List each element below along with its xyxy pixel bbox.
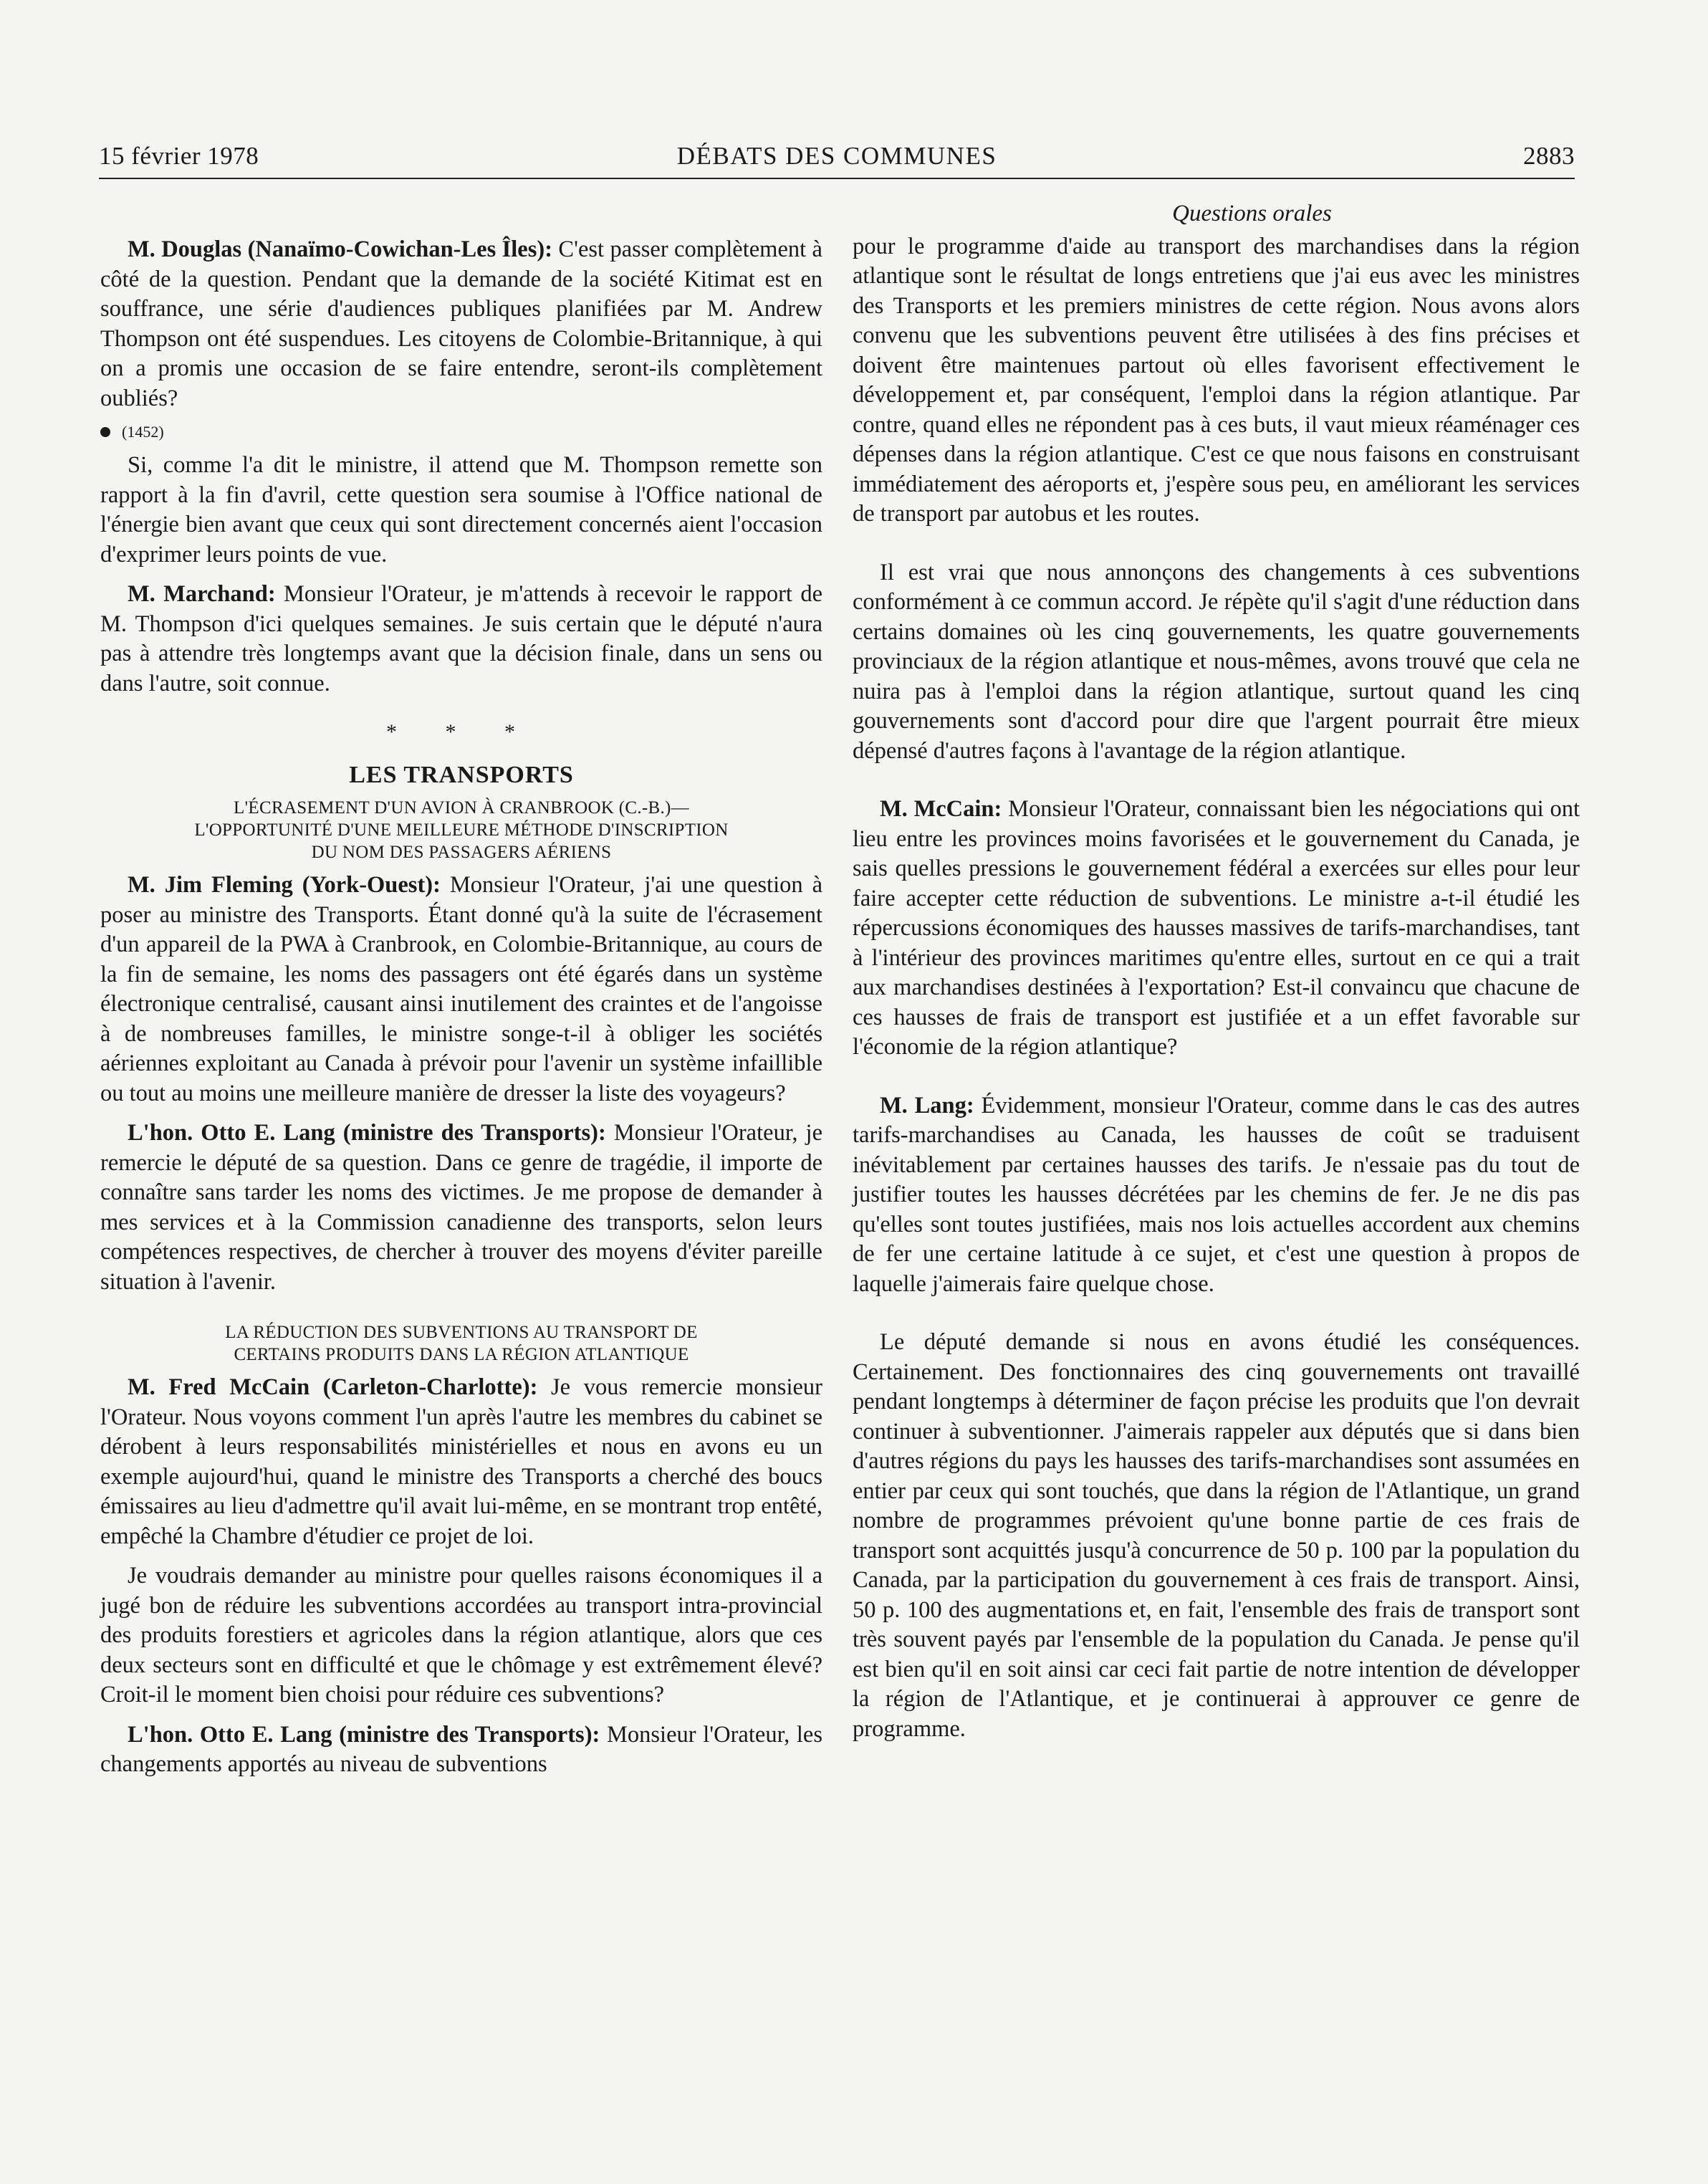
bullet-icon <box>100 427 110 437</box>
timestamp-marker <box>100 422 822 442</box>
paragraph-mccain <box>100 1373 822 1551</box>
speech-text: Monsieur l'Orateur, je m'attends à recevoir le rapport de M. Thompson d'ici quelques semaines. Je suis certain que le député n'aura pas à attendre très longtemps avant que la décision finale, dans un sens ou dans l'autre, soit connue. <box>100 581 822 696</box>
subheading-line: LA RÉDUCTION DES SUBVENTIONS AU TRANSPORT DE <box>225 1323 698 1342</box>
speaker-name: M. Jim Fleming (York-Ouest): <box>128 872 441 898</box>
page-header <box>99 142 1575 179</box>
speaker-name: M. McCain: <box>880 796 1002 822</box>
paragraph-lang-continued: pour le programme d'aide au transport des marchandises dans la région atlantique sont le résultat de longs entretiens que j'ai eus avec les ministres des Transports et les premiers ministres de cette région. Nous avons alors convenu que les subventions peuvent être utilisées à des fins précises et doivent être maintenues partout où elles favorisent effectivement le développement et, par conséquent, l'emploi dans la région atlantique. Par contre, quand elles ne répondent pas à ces buts, il vaut mieux réaménager ces dépenses dans la région atlantique. C'est ce que nous faisons en construisant immédiatement des aéroports et, j'espère sous peu, en améliorant les services de transport par autobus et les routes. <box>853 233 1580 527</box>
subheading-line: L'ÉCRASEMENT D'UN AVION À CRANBROOK (C.-B.)— <box>234 798 689 818</box>
speech-text: Évidemment, monsieur l'Orateur, comme dans le cas des autres tarifs-marchandises au Canada, les hausses de coût se traduisent inévitablement par certaines hausses des tarifs. Je n'essaie pas du tout de justifier toutes les hausses décrétées par les chemins de fer. Je ne dis pas qu'elles sont toutes justifiées, mais nos lois actuelles accordent aux chemins de fer une certaine latitude à ce sujet, et c'est une question à propos de laquelle j'aimerais faire quelque chose. <box>853 1092 1580 1297</box>
subheading-line: L'OPPORTUNITÉ D'UNE MEILLEURE MÉTHODE D'INSCRIPTION <box>194 820 729 840</box>
header-title: DÉBATS DES COMMUNES <box>676 142 997 170</box>
subheading-subventions <box>100 1321 822 1366</box>
subheading-line: CERTAINS PRODUITS DANS LA RÉGION ATLANTIQUE <box>234 1345 689 1364</box>
speaker-name: L'hon. Otto E. Lang (ministre des Transports): <box>128 1721 600 1748</box>
paragraph-mccain-followup <box>853 795 1580 1063</box>
paragraph-douglas-continued: Si, comme l'a dit le ministre, il attend que M. Thompson remette son rapport à la fin d'avril, cette question sera soumise à l'Office national de l'énergie bien avant que ceux qui sont directement concernés aient l'occasion d'exprimer leurs points de vue. <box>100 452 822 567</box>
speech-text: Monsieur l'Orateur, j'ai une question à poser au ministre des Transports. Étant donné qu'à la suite de l'écrasement d'un appareil de la PWA à Cranbrook, en Colombie-Britannique, au cours de la fin de semaine, les noms des passagers ont été égarés dans un système électronique centralisé, causant ainsi inutilement des craintes et de l'angoisse à de nombreuses familles, le ministre songe-t-il à obliger les sociétés aériennes exploitant au Canada à prévoir pour l'avenir un système infaillible ou tout au moins une meilleure manière de dresser la liste des voyageurs? <box>100 872 823 1106</box>
section-heading: LES TRANSPORTS <box>349 761 574 788</box>
paragraph-douglas <box>100 235 822 413</box>
section-separator: * * * <box>386 720 537 744</box>
subheading-cranbrook <box>100 797 822 863</box>
speaker-name: L'hon. Otto E. Lang (ministre des Transports): <box>128 1120 606 1146</box>
header-page-number: 2883 <box>1523 142 1575 170</box>
timestamp: (1452) <box>122 423 164 441</box>
speaker-name: M. Marchand: <box>128 581 276 607</box>
speech-text: C'est passer complètement à côté de la question. Pendant que la demande de la société Kitimat est en souffrance, une série d'audiences publiques planifiées par M. Andrew Thompson ont été suspendues. Les citoyens de Colombie-Britannique, à qui on a promis une occasion de se faire entendre, seront-ils complètement oubliés? <box>100 236 822 411</box>
paragraph-marchand <box>100 580 822 699</box>
paragraph-lang-changes: Il est vrai que nous annonçons des changements à ces subventions conformément à ce commun accord. Je répète qu'il s'agit d'une réduction dans certains domaines où les cinq gouvernements, les quatre gouvernements provinciaux de la région atlantique et nous-mêmes, avons trouvé que cela ne nuira pas à l'emploi dans la région atlantique, surtout quand les cinq gouvernements sont d'accord pour dire que l'argent pourrait être mieux dépensé d'autres façons à l'avantage de la région atlantique. <box>853 559 1580 764</box>
paragraph-lang-answer <box>100 1720 822 1780</box>
paragraph-fleming <box>100 871 822 1108</box>
speaker-name: M. Douglas (Nanaïmo-Cowichan-Les Îles): <box>128 236 553 262</box>
paragraph-lang-consequences: Le député demande si nous en avons étudié les conséquences. Certainement. Des fonctionnaires des cinq gouvernements ont travaillé pendant longtemps à déterminer de façon précise les produits que l'on devrait continuer à subventionner. J'aimerais rappeler aux députés que si dans bien d'autres régions du pays les hausses des tarifs-marchandises sont assumées en entier par ceux qui sont touchés, que dans la région de l'Atlantique, un grand nombre de programmes prévoient qu'une bonne partie de ces frais de transport sont acquittés jusqu'à concurrence de 50 p. 100 par la population du Canada, par la participation du gouvernement à ces frais de transport. Ainsi, 50 p. 100 des augmentations et, en fait, l'ensemble des frais de transport sont très souvent payés par l'ensemble de la population du Canada. Je pense qu'il est bien qu'il en soit ainsi car ceci fait partie de notre intention de développer la région de l'Atlantique, et je continuerai à approuver ce genre de programme. <box>853 1329 1580 1742</box>
right-column <box>853 199 1580 1744</box>
header-date: 15 février 1978 <box>99 142 259 170</box>
speaker-name: M. Fred McCain (Carleton-Charlotte): <box>128 1374 538 1400</box>
speech-text: Monsieur l'Orateur, connaissant bien les négociations qui ont lieu entre les provinces moins favorisées et le gouvernement du Canada, je sais quelles pressions le gouvernement fédéral a exercées sur elles pour leur faire accepter cette réduction de subventions. Le ministre a-t-il étudié les répercussions économiques des hausses massives de tarifs-marchandises, tant à l'intérieur des provinces maritimes qu'entre elles, surtout en ce qui a trait aux marchandises destinées à l'exportation? Est-il convaincu que chacune de ces hausses de frais de transport est justifiée et a un effet favorable sur l'économie de la région atlantique? <box>853 796 1580 1060</box>
left-column <box>100 235 822 1780</box>
paragraph-lang-reply <box>853 1091 1580 1300</box>
speech-text: Je vous remercie monsieur l'Orateur. Nous voyons comment l'un après l'autre les membres du cabinet se dérobent à leurs responsabilités ministérielles et nous en avons eu un exemple aujourd'hui, quand le ministre des Transports a cherché des boucs émissaires au lieu d'admettre qu'il avait lui-même, en se montrant trop entêté, empêché la Chambre d'étudier ce projet de loi. <box>100 1374 822 1549</box>
paragraph-mccain-question: Je voudrais demander au ministre pour quelles raisons économiques il a jugé bon de réduire les subventions accordées au transport intra-provincial des produits forestiers et agricoles dans la région atlantique, alors que ces deux secteurs sont en difficulté et que le chômage y est extrêmement élevé? Croit-il le moment bien choisi pour réduire ces subventions? <box>100 1563 822 1708</box>
paragraph-lang <box>100 1119 822 1297</box>
subheading-line: DU NOM DES PASSAGERS AÉRIENS <box>311 843 612 862</box>
speech-text: Monsieur l'Orateur, je remercie le député de sa question. Dans ce genre de tragédie, il importe de connaître sans tarder les noms des victimes. Je me propose de demander à mes services et à la Commission canadienne des transports, selon leurs compétences respectives, de chercher à trouver des moyens d'éviter pareille situation à l'avenir. <box>100 1120 822 1295</box>
speech-text: Monsieur l'Orateur, les changements apportés au niveau de subventions <box>100 1721 822 1777</box>
speaker-name: M. Lang: <box>880 1092 974 1119</box>
section-label: Questions orales <box>1172 201 1332 226</box>
